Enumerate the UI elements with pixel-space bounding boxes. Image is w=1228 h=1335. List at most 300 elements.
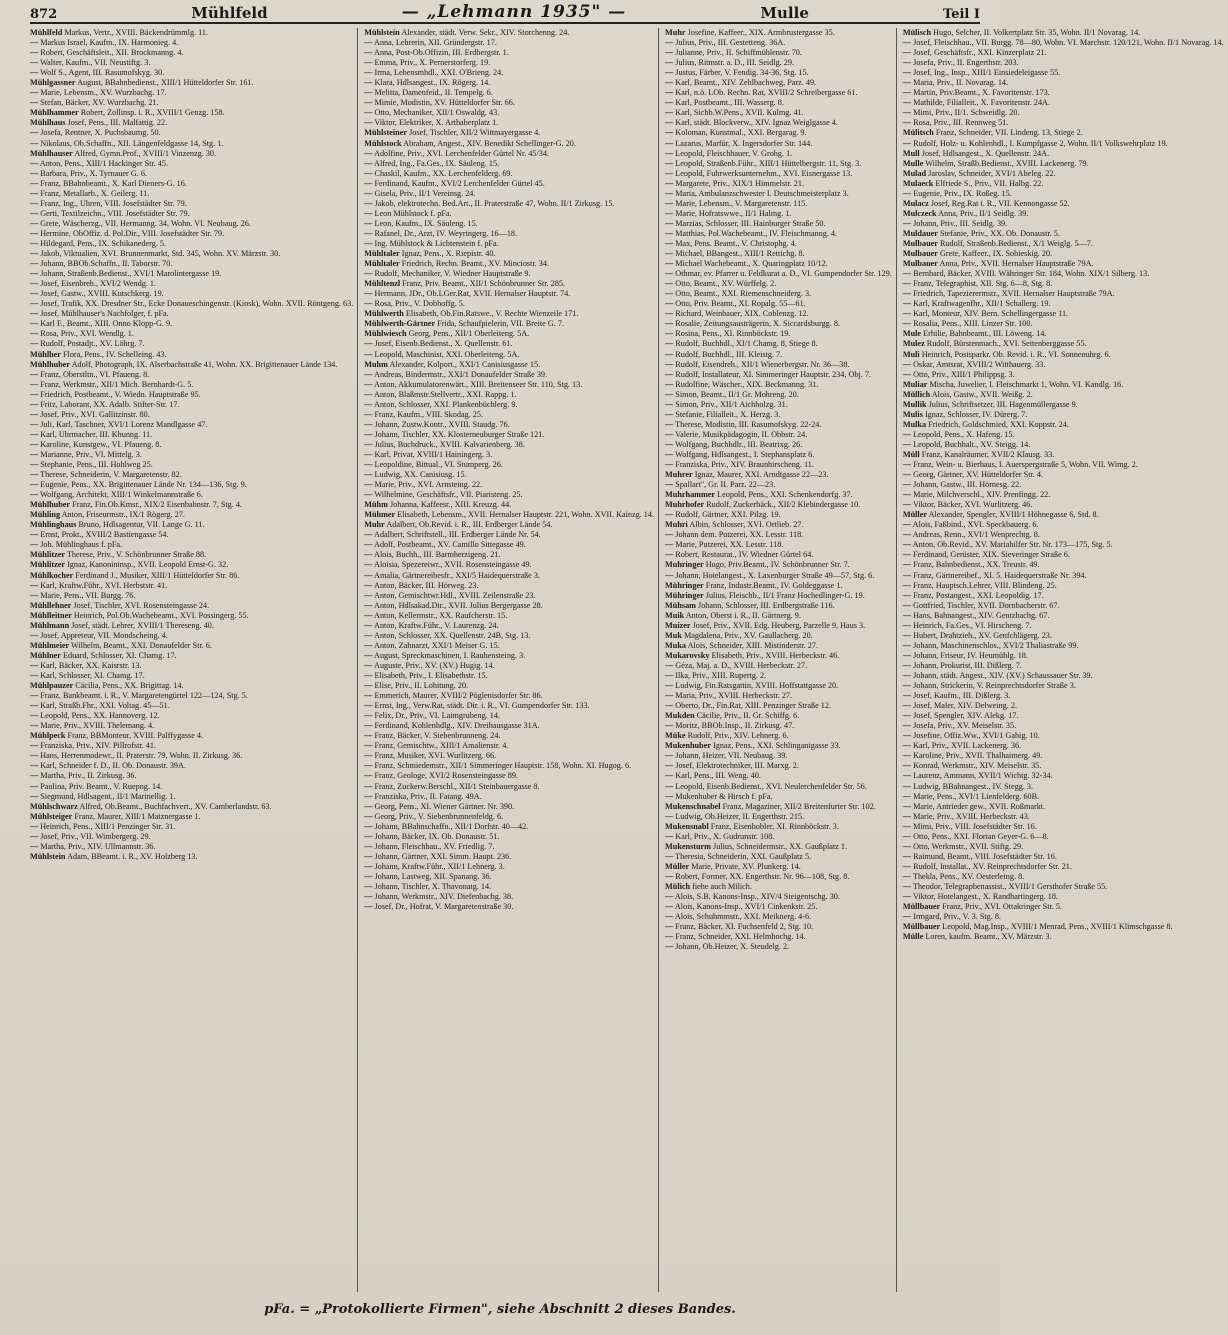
entry-details: Robert, Geschäftsleit., XII. Brockmanng. 4. [38,48,184,58]
entry-surname: — [364,650,373,660]
directory-entry [903,128,1224,138]
directory-entry [30,581,353,591]
entry-surname: — [902,630,912,640]
directory-entry [903,771,1224,781]
entry-surname: — [902,841,912,851]
entry-surname: Mulez [902,339,925,349]
directory-entry [903,581,1224,591]
entry-details: Franz, Eisenhobler, XI. Rinnböckstr. 3. [708,821,839,831]
entry-details: Johann, Tischler, X. Thavonatg. 14. [372,881,492,891]
directory-entry [364,219,654,229]
entry-surname: Muhrhammer [665,490,716,500]
directory-entry [903,390,1224,400]
entry-surname: — [665,389,674,399]
directory-entry [30,279,353,289]
directory-entry [665,470,892,480]
entry-surname: — [364,419,373,429]
directory-entry [30,721,353,731]
entry-details: Julius, Priv., III. Gestetteng. 36A. [673,38,786,48]
directory-entry [903,229,1224,239]
directory-entry [364,701,654,711]
entry-surname: — [902,731,912,741]
directory-entry [903,922,1224,932]
entry-surname: — [665,681,674,691]
entry-surname: — [665,128,674,138]
entry-details: Anton, Kellermstr., XX. Raufcherstr. 15. [372,610,508,620]
entry-surname: — [665,38,674,48]
page-footer-note: pFa. = „Protokollierte Firmen", siehe Abschnitt 2 dieses Bandes. [264,1302,736,1317]
directory-entry [30,741,353,751]
directory-entry [364,560,654,570]
entry-details: Josef, städt. Lehrer, XVIII/1 Thereseng. 40. [69,620,214,630]
entry-details: August, Spreckmaschinen, I. Rauhensteing. 3. [372,650,526,660]
directory-entry [903,802,1224,812]
entry-details: Franz, Fin.Ob.Kmsr., XIX/2 Eisenbahnstr. 7, Stg. 4. [70,500,242,510]
directory-entry [903,460,1224,470]
entry-details: Josef, Gastw., XVIII. Kutschkerg. 19. [38,289,164,299]
directory-entry [665,671,892,681]
directory-entry [903,108,1224,118]
entry-details: Raimund, Beamt., VIII. Josefstädter Str. 16. [911,851,1057,861]
entry-details: Franz, Schneider, XXI. Helmhochg. 14. [673,932,806,942]
directory-entry [364,229,654,239]
directory-entry [665,792,892,802]
directory-entry [903,902,1224,912]
entry-details: Stefan, Bäcker, XV. Wurzbachg. 21. [38,98,159,108]
directory-entry [364,139,654,149]
entry-details: Anna, Priv., II/1 Seidlg. 39. [936,208,1029,218]
directory-entry [665,922,892,932]
directory-entry [364,209,654,219]
entry-details: Adalbert, Schriftstell., III. Erdberger Lände Nr. 54. [372,530,541,540]
directory-entry [30,88,353,98]
entry-surname: — [30,98,39,108]
entry-surname: — [902,88,912,98]
entry-surname: Mühlgassner [30,78,76,88]
directory-entry [665,751,892,761]
directory-entry [364,520,654,530]
directory-entry [665,360,892,370]
entry-details: Karl, Privat, XVIII/1 Hainingerg. 3. [372,449,493,459]
entry-details: Rudolf, Eisendreh., XII/1 Wienerbergstr. Nr. 36—38. [673,359,850,369]
entry-details: Hans, Bahnangest., XIV. Gentzbachg. 67. [911,610,1050,620]
entry-surname: — [665,48,674,58]
entry-details: Amalia, Gärtnereibesfr., XXI/5 Haidequerstraße 3. [372,570,540,580]
entry-surname: — [30,821,39,831]
directory-entry [903,912,1224,922]
directory-entry [665,500,892,510]
entry-details: Franz, Oberstltn., VI. Pfaueng. 8. [38,369,150,379]
directory-entry [665,380,892,390]
entry-details: Julius, Schriftsetzer, III. Hagenmüllergasse 9. [926,399,1078,409]
directory-entry [364,892,654,902]
directory-entry [364,118,654,128]
entry-surname: Muhri [665,520,688,530]
entry-surname: Muhringer [665,560,704,570]
entry-surname: — [902,681,912,691]
entry-surname: Mukensnabl [665,821,709,831]
entry-surname: — [902,660,912,670]
entry-surname: Muliar [902,379,928,389]
directory-entry [364,58,654,68]
directory-entry [665,711,892,721]
entry-surname: — [364,701,373,711]
entry-details: Josef, Fleischhau., VII. Burgg. 78—80, Wohn. VI. Marchstr. 120/121, Wohn. II/1 Novarag. 14. [911,38,1224,48]
directory-entry [30,852,353,862]
entry-details: Alexander, Kolport., XXI/1 Canisiusgasse 15. [387,359,541,369]
entry-details: Joh. Mühlinghaus f. pFa. [38,540,123,550]
entry-surname: — [30,439,39,449]
directory-entry [30,149,353,159]
entry-surname: Mukenschnabel [665,801,721,811]
entry-surname: — [902,520,912,530]
directory-entry [30,139,353,149]
entry-details: Josef, Appreteur, VII. Mondscheing. 4. [38,630,168,640]
directory-entry [665,319,892,329]
entry-details: Karl, Uhrmacher, III. Khunng. 11. [38,429,153,439]
directory-entry [364,430,654,440]
entry-surname: — [902,58,912,68]
entry-details: Thekla, Pens., XV. Oesterleing. 8. [911,871,1025,881]
directory-entry [665,822,892,832]
entry-details: Rosa, Priv., V. Dobhoffg. 5. [372,299,465,309]
entry-surname: — [30,761,39,771]
entry-details: Anton, Kraftw.Führ., V. Laurenzg. 24. [372,620,499,630]
directory-entry [30,440,353,450]
entry-surname: — [364,289,373,299]
directory-entry [903,420,1224,430]
entry-surname: Mühling [30,510,61,520]
entry-details: Emmerich, Maurer, XVIII/2 Pöglenisdorfer Str. 86. [372,691,543,701]
entry-surname: — [665,942,674,952]
header-left-keyword: Mühlfeld [191,4,268,22]
directory-entry [903,842,1224,852]
entry-details: Chaskil, Kaufm., XX. Lerchenfelderg. 69. [372,168,513,178]
entry-details: Aloisia, Spezereiwr., XVII. Rosensteingasse 49. [372,560,532,570]
entry-surname: Mulbauer [902,238,938,248]
entry-surname: — [902,359,912,369]
directory-entry [364,782,654,792]
directory-entry [364,380,654,390]
entry-details: Franz, Werkmstr., XII/1 Mich. Bernhardt-G. 5. [38,379,194,389]
directory-entry [903,430,1224,440]
directory-entry [364,631,654,641]
entry-details: Franz, Priv. Beamt., XII/1 Schönbrunner Str. 285. [400,279,565,289]
entry-surname: — [902,309,912,319]
directory-entry [364,159,654,169]
directory-entry [364,420,654,430]
entry-surname: — [364,38,373,48]
entry-surname: — [30,449,39,459]
directory-entry [364,761,654,771]
entry-surname: — [30,580,39,590]
entry-details: Anton, Oberst i. R., II. Gärtnerg. 9. [684,610,801,620]
directory-entry [30,661,353,671]
entry-details: Franz, Telegraphist, XII. Stg. 6—8, Stg. 8. [911,279,1053,289]
entry-surname: — [30,741,39,751]
entry-surname: — [902,279,912,289]
entry-details: Ignaz, Pens., XXI. Schlinganigasse 33. [711,741,841,751]
directory-entry [665,159,892,169]
entry-surname: — [665,68,674,78]
directory-entry [30,601,353,611]
entry-surname: — [665,228,674,238]
entry-details: Adam, BBeamt. i. R., XV. Holzberg 13. [65,851,198,861]
entry-surname: — [364,861,373,871]
entry-surname: — [902,821,912,831]
directory-entry [903,239,1224,249]
directory-entry [903,309,1224,319]
entry-details: Bernhard, Bäcker, XVIII. Währinger Str. 184, Wohn. XIX/1 Silberg. 13. [911,269,1150,279]
directory-entry [665,872,892,882]
entry-details: Stefanie, Priv., XX. Ob. Donaustr. 5. [937,228,1060,238]
entry-details: Josefine, Offiz.Ww., XVI/1 Gahig. 10. [911,731,1040,741]
directory-entry [665,530,892,540]
entry-surname: — [902,590,912,600]
directory-entry [665,139,892,149]
entry-details: Hildegard, Pens., IX. Schikanederg. 5. [38,238,167,248]
entry-details: Otto, Mechaniker, XII/1 Oswaldg. 43. [372,108,500,118]
entry-surname: — [902,892,912,902]
entry-details: Rudolf, Mechaniker, V. Wiedner Hauptstraße 9. [372,269,531,279]
entry-surname: — [364,590,373,600]
entry-details: Julius, Buchdruck., XVIII. Kalvarienberg. 38. [372,439,525,449]
entry-surname: — [30,751,39,761]
directory-entry [364,651,654,661]
entry-details: Johann dem. Putzerei, XX. Lesstr. 118. [673,530,804,540]
entry-surname: — [665,249,674,259]
directory-entry [903,812,1224,822]
directory-entry [665,882,892,892]
entry-details: Karl F., Beamt., XIII. Onno Klopp-G. 9. [38,319,173,329]
directory-entry [903,350,1224,360]
entry-details: Valerie, Musikpädagogin, II. Obbstr. 24. [673,429,808,439]
directory-entry [903,761,1224,771]
entry-surname: Mühlsteiner [364,128,408,138]
entry-details: Leopold, Buchhalt., XV. Steigg. 14. [911,439,1031,449]
entry-surname: — [902,771,912,781]
entry-details: Heinrich, Pol.Ob.Wachebeamt., XVI. Possingerg. 55. [71,610,249,620]
entry-details: Johann, Maschinenschlos., XVI/2 Thaliastraße 99. [911,640,1079,650]
entry-details: Adolf, Photograph, IX. Alserbachstraße 41, Wohn. XX. Brigittenauer Lände 134. [70,359,338,369]
directory-entry [665,591,892,601]
directory-entry [364,842,654,852]
entry-surname: — [30,379,39,389]
directory-entry [665,38,892,48]
directory-entry [364,470,654,480]
entry-surname: — [665,238,674,248]
directory-entry [903,852,1224,862]
entry-details: Otto, Priv. Beamt., XI. Ropalg. 55—61. [673,299,806,309]
directory-entry [903,631,1224,641]
directory-entry [364,822,654,832]
entry-details: Grete, Wäscherzg., VII. Hermanng. 34, Wohn. VI. Neubaug. 26. [38,218,251,228]
entry-details: Rosalia, Pens., XIII. Linzer Str. 100. [911,319,1033,329]
directory-entry [903,88,1224,98]
directory-entry [30,28,353,38]
directory-entry [30,309,353,319]
directory-entry [665,68,892,78]
entry-surname: — [665,419,674,429]
directory-entry [903,530,1224,540]
entry-surname: — [665,148,674,158]
directory-entry [665,812,892,822]
entry-details: Johann, Straßenb.Bedienst., XVI/1 Marolintergasse 19. [38,269,222,279]
directory-entry [364,370,654,380]
entry-surname: — [902,781,912,791]
directory-entry [665,430,892,440]
entry-surname: Müller [902,510,927,520]
directory-entry [30,219,353,229]
directory-entry [903,98,1224,108]
entry-surname: — [30,671,39,680]
entry-details: Hans, Herrenmodewr., II. Praterstr. 79, Wohn. II. Zirkusg. 36. [38,751,243,761]
entry-details: Franz, Bahnbedienst., XX. Treustr. 49. [911,560,1040,570]
directory-entry [30,229,353,239]
entry-details: Viktor, Hotelangest., X. Randhartingerg. 18. [911,892,1058,902]
directory-entry [903,651,1224,661]
entry-details: Marzias, Schlosser, III. Hainburger Straße 50. [673,218,826,228]
entry-details: Rosina, Pens., XI. Rinnböckstr. 19. [673,329,791,339]
entry-details: Fritz, Laborant, XX. Adalb. Stifter-Str. 17. [38,399,180,409]
entry-details: Josef, Eisenbreh., XVI/2 Wendg. 1. [38,279,157,289]
entry-surname: — [30,590,39,600]
entry-details: Cäcilia, Pens., XX. Brigittag. 14. [73,681,184,691]
entry-details: Karl, Sichb.W.Pens., XVII. Kulmg. 41. [673,108,804,118]
directory-entry [30,289,353,299]
entry-details: Ludwig, Ob.Heizer, II. Engerthstr. 215. [673,811,805,821]
entry-details: Johann, Zustw.Kontr., XVIII. Staudg. 76. [372,419,510,429]
entry-surname: Mühm [364,500,388,510]
directory-entry [665,118,892,128]
directory-entry [364,68,654,78]
entry-surname: — [902,429,912,439]
entry-surname: Mühlfeld [30,28,63,37]
entry-surname: — [30,369,39,379]
entry-surname: Müllbauer [902,902,941,912]
entry-surname: Mulaeck [902,178,934,188]
entry-details: Julius, Schneidermstr., XX. Gaußplatz 1. [711,841,847,851]
entry-surname: — [902,570,912,580]
directory-entry [665,932,892,942]
entry-surname: Mulczeck [902,208,937,218]
entry-surname: — [902,791,912,801]
entry-details: Karl, städt. Blockverw., XIV. Ignaz Weiglgasse 4. [673,118,838,128]
entry-surname: — [30,540,39,550]
entry-surname: — [364,801,373,811]
directory-entry [30,520,353,530]
entry-details: Rudolf, Zuckerbäck., XII/2 Klebindergasse 10. [704,500,861,510]
directory-entry [665,510,892,520]
entry-details: Franziska, Priv., II. Fatang. 49A. [372,791,482,801]
entry-surname: — [364,771,373,781]
entry-surname: — [364,460,373,470]
directory-entry [30,159,353,169]
entry-surname: — [364,148,373,158]
entry-details: Adolfine, Priv., XVI. Lerchenfelder Gürtel Nr. 45/34. [372,148,550,158]
entry-details: Michael, BBangest., XIII/1 Rettichg. 8. [673,249,805,259]
entry-details: Markus, Vertr., XVIII. Bäckendrümmlg. 11. [62,28,209,37]
entry-details: Simon, Priv., XII/1 Aichholzg. 31. [673,399,788,409]
entry-surname: — [665,751,674,761]
entry-details: Alois, Schuhmmstr., XXI. Meiknerg. 4-6. [673,912,812,922]
entry-surname: — [364,831,373,841]
directory-entry [903,118,1224,128]
entry-surname: — [364,118,373,128]
entry-surname: — [364,540,373,550]
entry-details: Rudolf, Installat., XV. Reinprechtsdorfer Str. 21. [911,861,1072,871]
entry-surname: — [665,218,674,228]
entry-details: Erhilie, Bahnbeamt., III. Löweng. 14. [921,329,1047,339]
entry-details: Josef, Priv., XVI. Gallitzinstr. 80. [38,409,150,419]
entry-surname: — [665,309,674,319]
entry-surname: Mulbauer [902,249,938,259]
directory-entry [903,832,1224,842]
entry-surname: — [665,781,674,791]
entry-details: Josef, Geschäftsfr., XXI. Kinzerplatz 21. [911,48,1047,58]
entry-details: Loren, kaufm. Beamt., XV. Märzstr. 3. [923,932,1052,942]
entry-details: Laurenz, Ammann, XVII/1 Wichtg. 32-34. [911,771,1053,781]
directory-entry [665,621,892,631]
entry-details: Alois, Kanons-Insp., XVI/1 Cinkenkstr. 25. [673,902,818,912]
directory-entry [665,540,892,550]
entry-details: Franz, BBahnbeamt., X. Karl Dieners-G. 16. [38,178,187,188]
entry-details: Wolfgang, Buchhdlr., III. Beatrixg. 26. [673,439,803,449]
directory-entry [364,169,654,179]
entry-details: Max, Pens. Beamt., V. Christophg. 4. [673,238,797,248]
entry-surname: — [665,78,674,88]
directory-entry [903,711,1224,721]
entry-surname: — [30,279,39,289]
directory-entry [665,128,892,138]
entry-surname: — [665,691,674,701]
entry-surname: — [30,228,39,238]
directory-entry [30,530,353,540]
entry-details: Mimie, Modistin, XV. Hütteldorfer Str. 66. [372,98,515,108]
entry-details: Josef, Reg.Rat i. R., VII. Kennongasse 52. [928,198,1070,208]
entry-surname: — [665,671,674,680]
entry-details: Otto, Priv., XIII/1 Philippsg. 3. [911,369,1015,379]
entry-surname: Mukenhuber [665,741,711,751]
directory-entry [903,932,1224,942]
entry-details: Josef, Kaufm., III. Dißlerg. 3. [911,691,1011,701]
directory-entry [665,842,892,852]
entry-details: Josefa, Priv., II. Engerthstr. 203. [911,58,1019,68]
entry-surname: — [665,138,674,148]
entry-surname: Muhr [364,520,385,530]
entry-details: Anton, Hdlsakad.Dir., XVII. Julius Bergergasse 28. [372,600,543,610]
entry-details: Heinrich, Postsparkr. Ob. Revid. i. R., VI. Sonnenuhrg. 6. [919,349,1111,359]
entry-surname: — [902,138,912,148]
entry-surname: — [30,630,39,640]
directory-entry [665,731,892,741]
entry-surname: Mühltaler [364,259,400,269]
entry-surname: — [30,208,39,218]
entry-surname: — [902,540,912,550]
entry-surname: Mulka [902,419,927,429]
directory-entry [364,540,654,550]
entry-details: Barbara, Priv., X. Tyrnauer G. 6. [38,168,147,178]
entry-details: Rudolf, Bürstenmach., XVI. Seitenberggasse 55. [924,339,1087,349]
directory-entry [30,118,353,128]
entry-surname: — [665,460,674,470]
entry-surname: Mühlsteiger [30,811,73,821]
entry-details: Rudolf, Buchhdl., III. Kleistg. 7. [673,349,783,359]
entry-surname: Mühlpeck [30,731,66,741]
entry-surname: — [364,158,373,168]
entry-surname: — [902,691,912,701]
entry-surname: — [902,721,912,731]
